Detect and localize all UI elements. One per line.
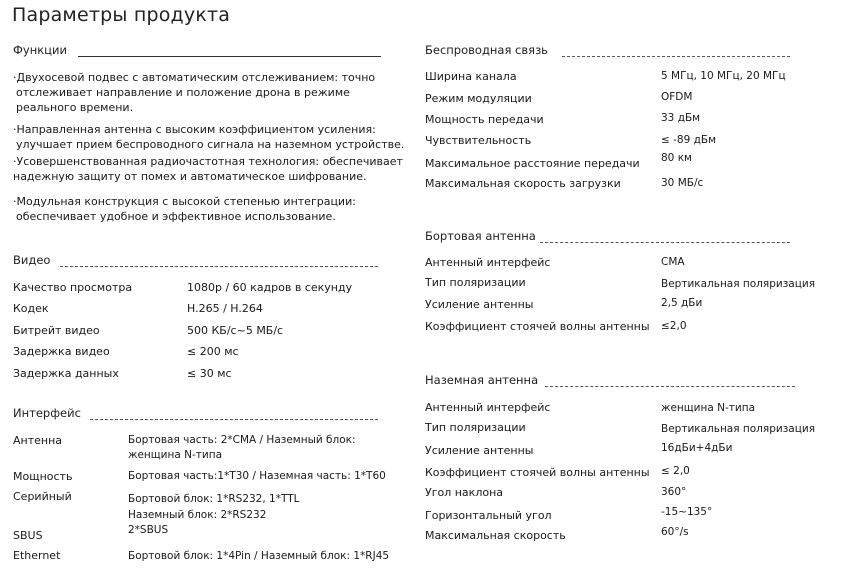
onboard-value: ≤2,0 xyxy=(661,320,687,332)
ground-label: Угол наклона xyxy=(425,486,504,499)
ground-antenna-divider xyxy=(545,386,795,387)
interface-label: SBUS xyxy=(13,529,43,542)
ground-label: Антенный интерфейс xyxy=(425,401,551,414)
wireless-value: 80 км xyxy=(661,152,692,164)
wireless-value: 5 МГц, 10 МГц, 20 МГц xyxy=(661,70,786,82)
video-value: 500 КБ/с~5 МБ/с xyxy=(187,324,284,337)
ground-label: Тип поляризации xyxy=(425,421,526,434)
wireless-label: Мощность передачи xyxy=(425,113,544,126)
wireless-label: Максимальная скорость загрузки xyxy=(425,177,621,190)
functions-heading: Функции xyxy=(13,43,67,57)
ground-value: женщина N-типа xyxy=(661,402,756,414)
video-value: 1080p / 60 кадров в секунду xyxy=(187,281,353,294)
video-value: ≤ 30 мс xyxy=(187,367,232,380)
ground-label: Усиление антенны xyxy=(425,444,534,457)
video-value: ≤ 200 мс xyxy=(187,345,239,358)
interface-value: 2*SBUS xyxy=(128,524,169,536)
wireless-value: OFDM xyxy=(661,91,693,103)
ground-antenna-heading: Наземная антенна xyxy=(425,373,539,387)
video-value: H.265 / H.264 xyxy=(187,302,263,315)
wireless-label: Максимальное расстояние передачи xyxy=(425,157,640,170)
ground-value: 60°/s xyxy=(661,526,689,538)
onboard-value: Вертикальная поляризация xyxy=(661,278,816,290)
ground-label: Коэффициент стоячей волны антенны xyxy=(425,466,650,479)
interface-label: Мощность xyxy=(13,470,73,483)
ground-label: Максимальная скорость xyxy=(425,529,566,542)
functions-item: ·Усовершенствованная радиочастотная технология: обеспечивает надежную защиту от помех и автоматическое шифрование. xyxy=(13,155,403,183)
video-divider xyxy=(60,266,378,267)
interface-label: Ethernet xyxy=(13,549,61,562)
wireless-heading: Беспроводная связь xyxy=(425,43,548,57)
video-heading: Видео xyxy=(13,253,51,267)
wireless-label: Ширина канала xyxy=(425,70,517,83)
onboard-value: CMA xyxy=(661,256,685,268)
onboard-antenna-heading: Бортовая антенна xyxy=(425,229,536,243)
wireless-label: Режим модуляции xyxy=(425,92,532,105)
interface-label: Антенна xyxy=(13,434,63,447)
ground-value: 360° xyxy=(661,486,687,498)
onboard-label: Усиление антенны xyxy=(425,298,534,311)
wireless-label: Чувствительность xyxy=(425,134,532,147)
ground-value: Вертикальная поляризация xyxy=(661,423,816,435)
functions-item: ·Модульная конструкция с высокой степенью интеграции: обеспечивает удобное и эффективное использование. xyxy=(13,195,356,223)
interface-heading: Интерфейс xyxy=(13,406,81,420)
interface-value: Бортовая часть: 2*CMA / Наземный блок: женщина N-типа xyxy=(128,434,356,461)
wireless-value: 30 МБ/с xyxy=(661,177,704,189)
video-label: Задержка видео xyxy=(13,345,110,358)
ground-value: -15~135° xyxy=(661,506,713,518)
functions-item: ·Направленная антенна с высоким коэффициентом усиления: улучшает прием беспроводного сигнала на наземном устройстве. xyxy=(13,123,405,151)
interface-divider xyxy=(90,419,378,420)
functions-divider xyxy=(78,56,381,57)
ground-value: ≤ 2,0 xyxy=(661,465,690,477)
video-label: Битрейт видео xyxy=(13,324,100,337)
onboard-label: Тип поляризации xyxy=(425,276,526,289)
onboard-label: Антенный интерфейс xyxy=(425,256,551,269)
interface-value: Бортовая часть:1*T30 / Наземная часть: 1*T60 xyxy=(128,470,386,482)
interface-value: Бортовой блок: 1*4Pin / Наземный блок: 1*RJ45 xyxy=(128,550,390,562)
interface-label: Серийный xyxy=(13,490,72,503)
onboard-label: Коэффициент стоячей волны антенны xyxy=(425,320,650,333)
ground-label: Горизонтальный угол xyxy=(425,509,552,522)
onboard-antenna-divider xyxy=(540,242,790,243)
wireless-value: ≤ -89 дБм xyxy=(661,134,717,146)
video-label: Задержка данных xyxy=(13,367,119,380)
onboard-value: 2,5 дБи xyxy=(661,297,703,309)
ground-value: 16дБи+4дБи xyxy=(661,442,733,454)
interface-value: Бортовой блок: 1*RS232, 1*TTL Наземный блок: 2*RS232 xyxy=(128,493,300,521)
video-label: Качество просмотра xyxy=(13,281,133,294)
video-label: Кодек xyxy=(13,302,49,315)
wireless-divider xyxy=(562,56,790,57)
wireless-value: 33 дБм xyxy=(661,112,701,124)
functions-item: ·Двухосевой подвес с автоматическим отслеживанием: точно отслеживает направление и положение дрона в режиме реального времени. xyxy=(13,71,376,114)
page-title: Параметры продукта xyxy=(12,4,231,26)
